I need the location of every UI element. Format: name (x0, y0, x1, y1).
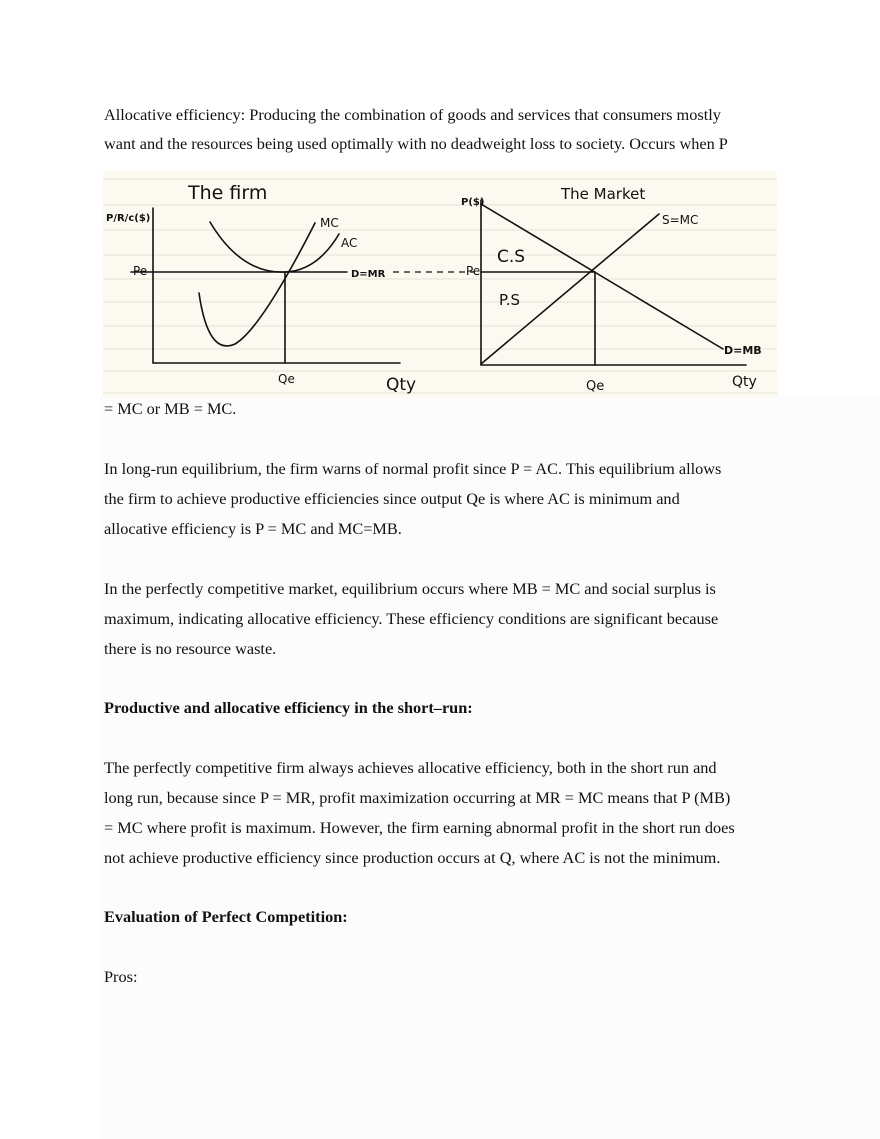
pros-label: Pros: (104, 967, 138, 986)
firm-graph (106, 182, 475, 395)
paragraph-2-line-3: there is no resource waste. (104, 639, 277, 658)
market-cs-label: C.S (497, 247, 526, 267)
efficiency-diagram (103, 171, 777, 397)
intro-line-2: want and the resources being used optimally with no deadweight loss to society. Occurs when P (104, 134, 728, 153)
market-demand-label: D=MB (724, 344, 762, 357)
market-graph (461, 185, 762, 394)
firm-q-label: Qe (278, 372, 295, 386)
paragraph-3-line-3: = MC where profit is maximum. However, the firm earning abnormal profit in the short run does (104, 818, 735, 837)
intro-continuation: = MC or MB = MC. (104, 399, 237, 418)
paragraph-3-line-1: The perfectly competitive firm always achieves allocative efficiency, both in the short run and (104, 758, 717, 777)
firm-price-label: Pe (133, 264, 148, 278)
firm-x-axis-label: Qty (386, 375, 417, 395)
market-supply-curve (481, 214, 659, 364)
firm-y-axis-label: P/R/c($) (106, 213, 151, 224)
market-price-label: Pe (466, 264, 481, 278)
paragraph-1-line-3: allocative efficiency is P = MC and MC=MB. (104, 519, 402, 538)
market-q-label: Qe (586, 379, 605, 394)
market-x-axis-label: Qty (732, 374, 757, 390)
heading-short-run: Productive and allocative efficiency in the short–run: (104, 698, 473, 717)
market-y-axis-label: P($) (461, 197, 485, 208)
market-supply-label: S=MC (662, 213, 699, 227)
paragraph-3-line-2: long run, because since P = MR, profit maximization occurring at MR = MC means that P (MB) (104, 788, 731, 807)
paragraph-1-line-1: In long-run equilibrium, the firm warns of normal profit since P = AC. This equilibrium allows (104, 459, 722, 478)
diagram-svg (103, 171, 777, 397)
firm-demand-label: D=MR (351, 269, 386, 280)
heading-evaluation: Evaluation of Perfect Competition: (104, 907, 348, 926)
firm-title: The firm (188, 182, 268, 204)
paragraph-1-line-2: the firm to achieve productive efficiencies since output Qe is where AC is minimum and (104, 489, 680, 508)
firm-mc-curve (199, 223, 315, 346)
intro-line-1: Allocative efficiency: Producing the combination of goods and services that consumers mostly (104, 105, 721, 124)
market-title: The Market (561, 185, 646, 203)
firm-mc-label: MC (320, 216, 339, 230)
paragraph-2-line-1: In the perfectly competitive market, equilibrium occurs where MB = MC and social surplus is (104, 579, 716, 598)
paragraph-2-line-2: maximum, indicating allocative efficiency. These efficiency conditions are significant because (104, 609, 719, 628)
firm-ac-label: AC (341, 236, 358, 250)
ruled-lines (103, 179, 777, 393)
firm-axes (153, 208, 400, 363)
paragraph-3-line-4: not achieve productive efficiency since production occurs at Q, where AC is not the minimum. (104, 848, 721, 867)
market-ps-label: P.S (499, 291, 520, 309)
